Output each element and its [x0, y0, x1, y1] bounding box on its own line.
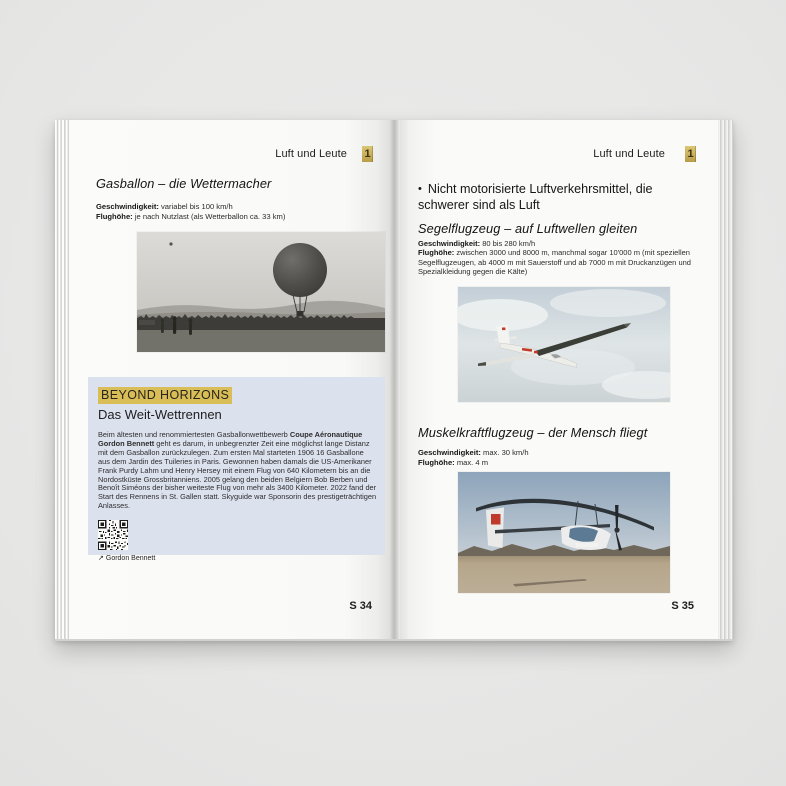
section-title: Luft und Leute — [593, 148, 665, 160]
qr-code — [98, 520, 128, 550]
beyond-horizons-box — [88, 377, 385, 563]
spec-value: zwischen 3000 und 8000 m, manchmal sogar 10'000 m (mit speziellen Segelflugzeugen, ab 4000 m mit Sauerstoff und ab 7000 m mit Druckanzügen und Spezialkleidung gegen die Kälte) — [418, 248, 691, 277]
spec-label: Flughöhe: — [418, 457, 455, 467]
page-stack-edge-right — [717, 120, 733, 639]
spec-row — [418, 458, 704, 468]
spec-row — [96, 212, 368, 222]
spec-row — [96, 202, 368, 212]
category-heading-text: Nicht motorisierte Luftverkehrsmittel, die schwerer sind als Luft — [418, 182, 653, 212]
book-gutter — [390, 120, 400, 639]
infobox-body — [98, 431, 377, 511]
book-spread — [55, 120, 733, 641]
bullet-icon: • — [418, 183, 422, 195]
chapter-badge: 1 — [685, 146, 696, 162]
specs-gasballon — [96, 202, 368, 221]
spec-label: Flughöhe: — [418, 248, 455, 258]
article-title-muskelkraftflugzeug: Muskelkraftflugzeug – der Mensch fliegt — [418, 425, 648, 440]
spec-label: Geschwindigkeit: — [418, 448, 481, 457]
glider-photo — [458, 287, 670, 402]
body-text: Beim ältesten und renommiertesten Gasballonwettbewerb — [98, 430, 290, 439]
spec-value: je nach Nutzlast (als Wetterballon ca. 33 km) — [134, 211, 286, 221]
page-left — [69, 120, 390, 639]
category-heading — [418, 182, 702, 213]
link-label: Gordon Bennett — [105, 555, 156, 563]
spec-row — [418, 248, 704, 276]
chapter-badge: 1 — [362, 146, 373, 162]
spec-row — [418, 239, 704, 248]
spec-row — [418, 448, 704, 458]
section-title: Luft und Leute — [275, 148, 347, 160]
specs-muskelkraftflugzeug — [418, 448, 704, 467]
spec-value: 80 bis 280 km/h — [482, 239, 536, 248]
gordon-bennett-link — [98, 555, 375, 562]
page-right — [400, 120, 718, 639]
article-title-segelflugzeug: Segelflugzeug – auf Luftwellen gleiten — [418, 221, 638, 236]
page-number-right: S 35 — [671, 600, 694, 612]
gas-balloon-photo — [137, 232, 385, 352]
infobox-title: Das Weit-Wettrennen — [98, 407, 222, 422]
specs-segelflugzeug — [418, 239, 704, 277]
spec-value: variabel bis 100 km/h — [161, 202, 233, 211]
page-number-left: S 34 — [349, 600, 372, 612]
external-link-arrow-icon: ↗ — [98, 555, 104, 563]
body-text: geht es darum, in unbegrenzter Zeit eine möglichst lange Distanz mit dem Gasballon zurückzulegen. Zum ersten Mal starteten 1906 16 Gasballone aus dem Jardin des Tuileries in Paris. Gewonnen haben damals die US-Amerikaner Frank Purdy Lahm und Henry Hersey mit einem Flug von 640 Kilometern bis an die Nordostküste Grossbritanniens. 2005 gelang den beiden Belgiern Bob Berben und Benoît Siméons der bisher weiteste Flug von mehr als 3400 Kilometer. 2022 fand der Start des Rennens in St. Gallen statt. Skyguide war Sponsorin des prestigeträchtigen Anlasses. — [98, 438, 377, 511]
spec-value: max. 30 km/h — [483, 448, 529, 457]
infobox-kicker: BEYOND HORIZONS — [98, 387, 232, 404]
spec-label: Geschwindigkeit: — [418, 239, 481, 248]
page-stack-edge-left — [55, 120, 70, 639]
page-header — [275, 146, 373, 162]
body-bold-competition-name: Coupe Aéronautique Gordon Bennett — [98, 430, 363, 448]
spec-label: Flughöhe: — [96, 211, 133, 221]
article-title-gasballon: Gasballon – die Wettermacher — [96, 176, 272, 191]
spec-label: Geschwindigkeit: — [96, 202, 159, 211]
human-powered-aircraft-photo — [458, 472, 670, 593]
spec-value: max. 4 m — [456, 457, 489, 467]
page-header — [593, 146, 696, 162]
